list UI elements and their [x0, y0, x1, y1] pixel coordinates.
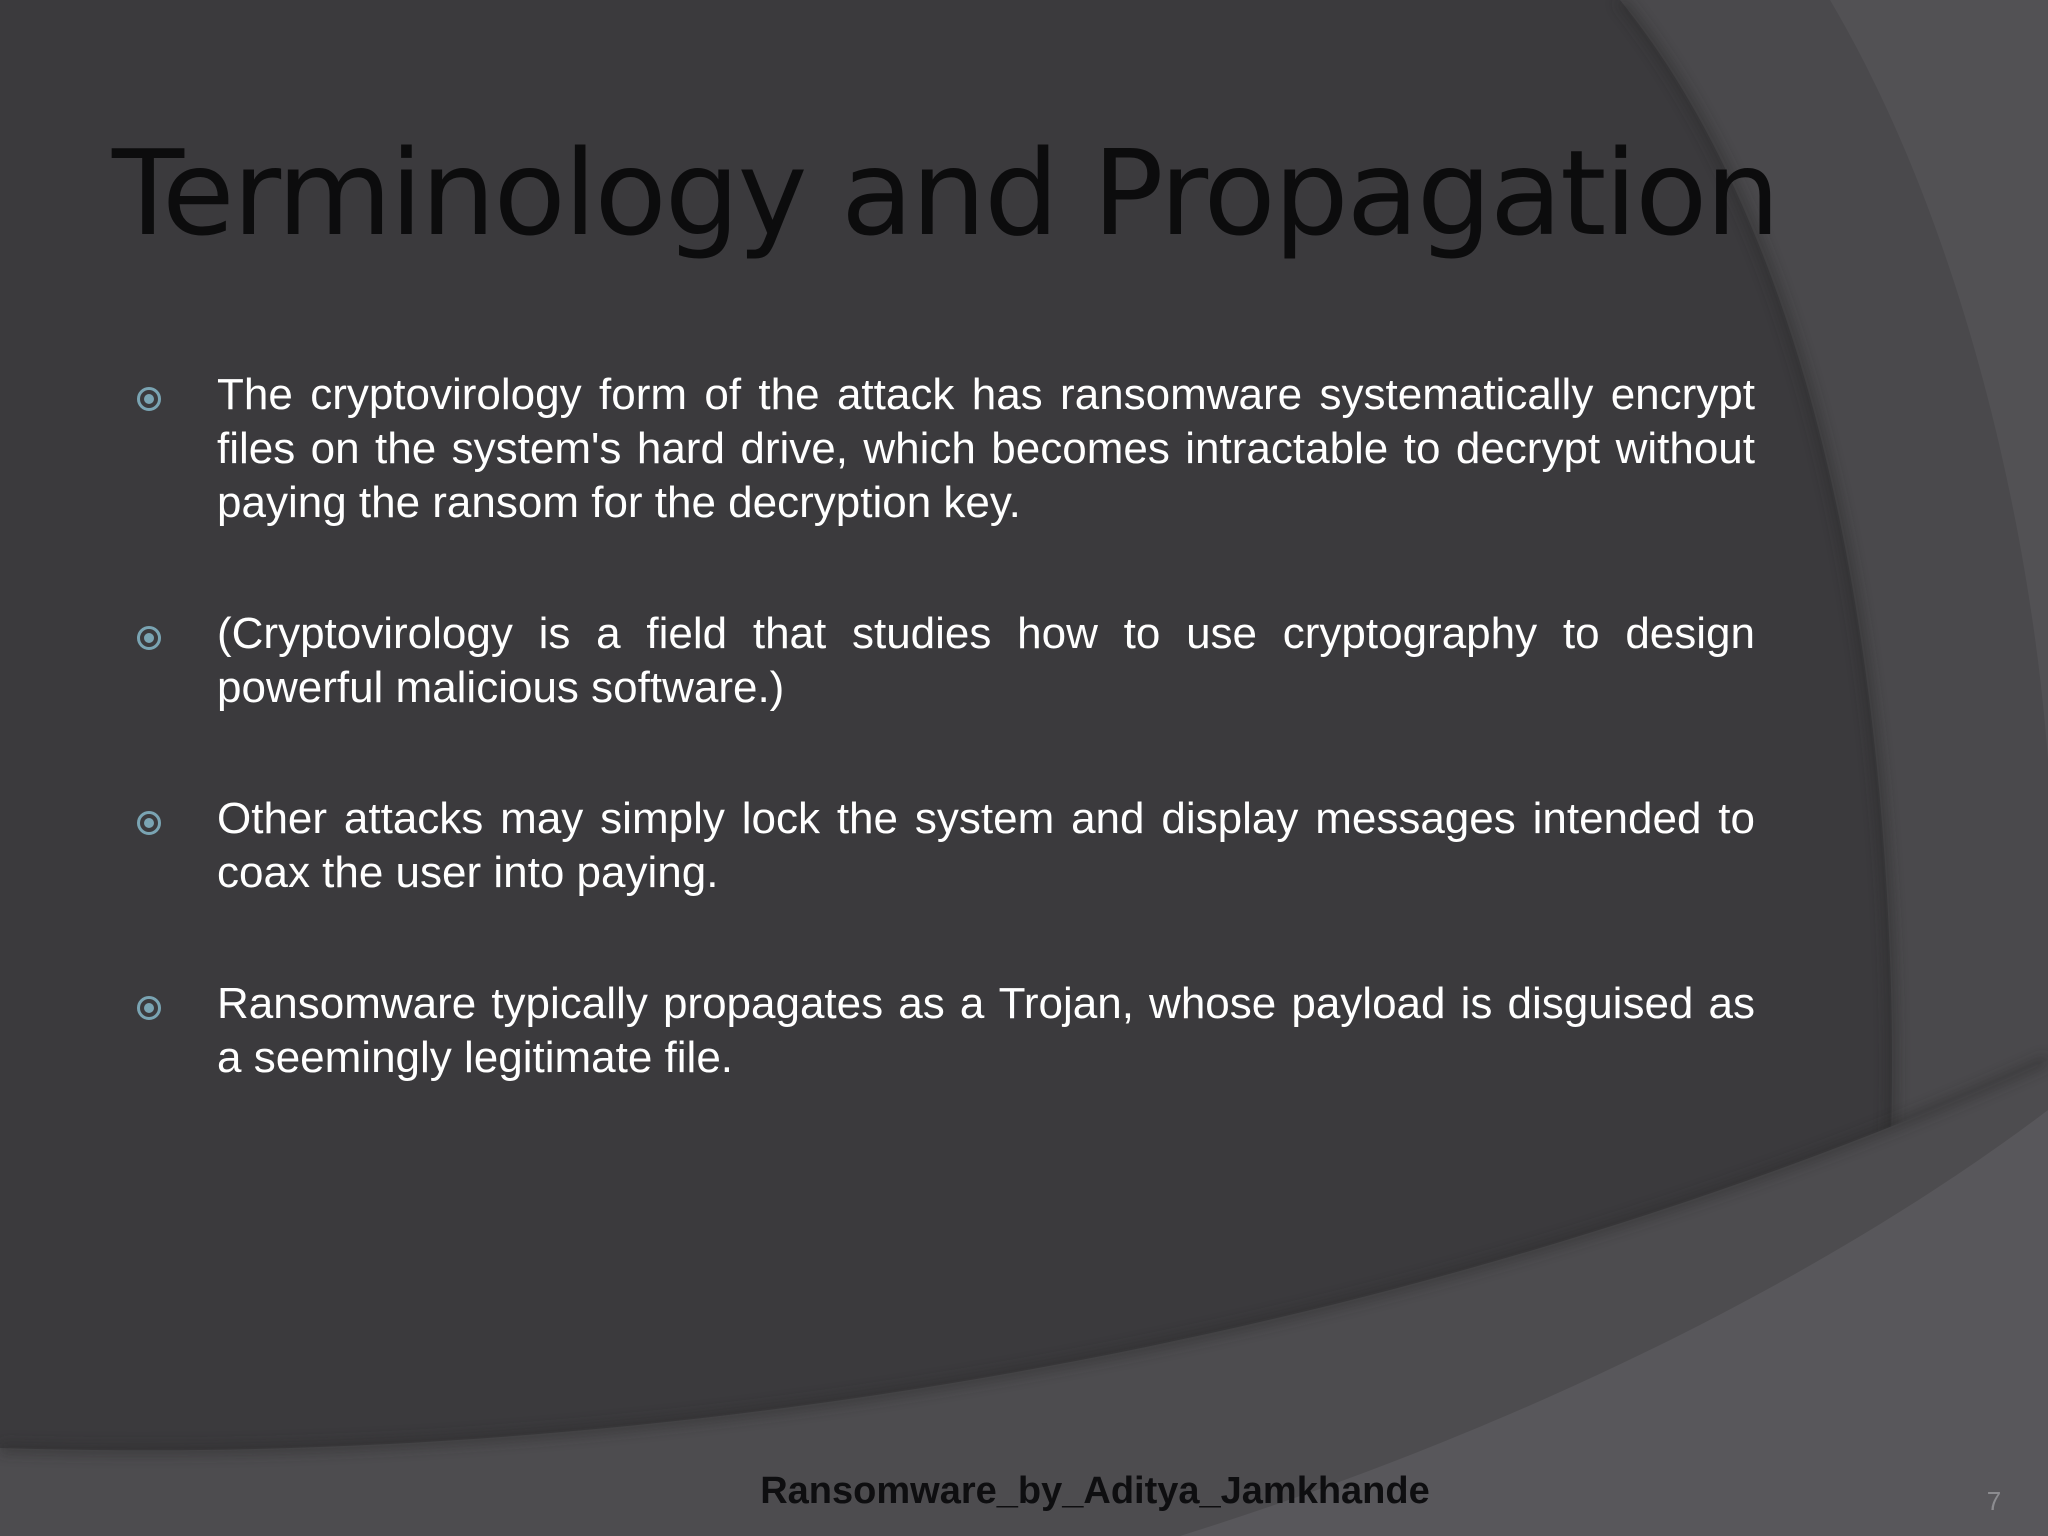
slide-footer: Ransomware_by_Aditya_Jamkhande [760, 1470, 1430, 1512]
list-item [130, 977, 1755, 1085]
circle-dot-icon [136, 625, 162, 651]
circle-dot-icon [136, 386, 162, 412]
bullet-text: (Cryptovirology is a field that studies how to use cryptography to design powerful malicious software.) [217, 609, 1755, 712]
list-item [130, 792, 1755, 900]
page-number: 7 [1986, 1486, 2002, 1516]
list-item [130, 607, 1755, 715]
bullet-text: Ransomware typically propagates as a Trojan, whose payload is disguised as a seemingly legitimate file. [217, 979, 1755, 1082]
bullet-text: The cryptovirology form of the attack has ransomware systematically encrypt files on the system's hard drive, which becomes intractable to decrypt without paying the ransom for the decryption key. [217, 370, 1755, 527]
slide-title: Terminology and Propagation [112, 124, 1779, 262]
circle-dot-icon [136, 810, 162, 836]
bullet-list [130, 368, 1755, 1162]
circle-dot-icon [136, 995, 162, 1021]
list-item [130, 368, 1755, 530]
bullet-text: Other attacks may simply lock the system and display messages intended to coax the user into paying. [217, 794, 1755, 897]
